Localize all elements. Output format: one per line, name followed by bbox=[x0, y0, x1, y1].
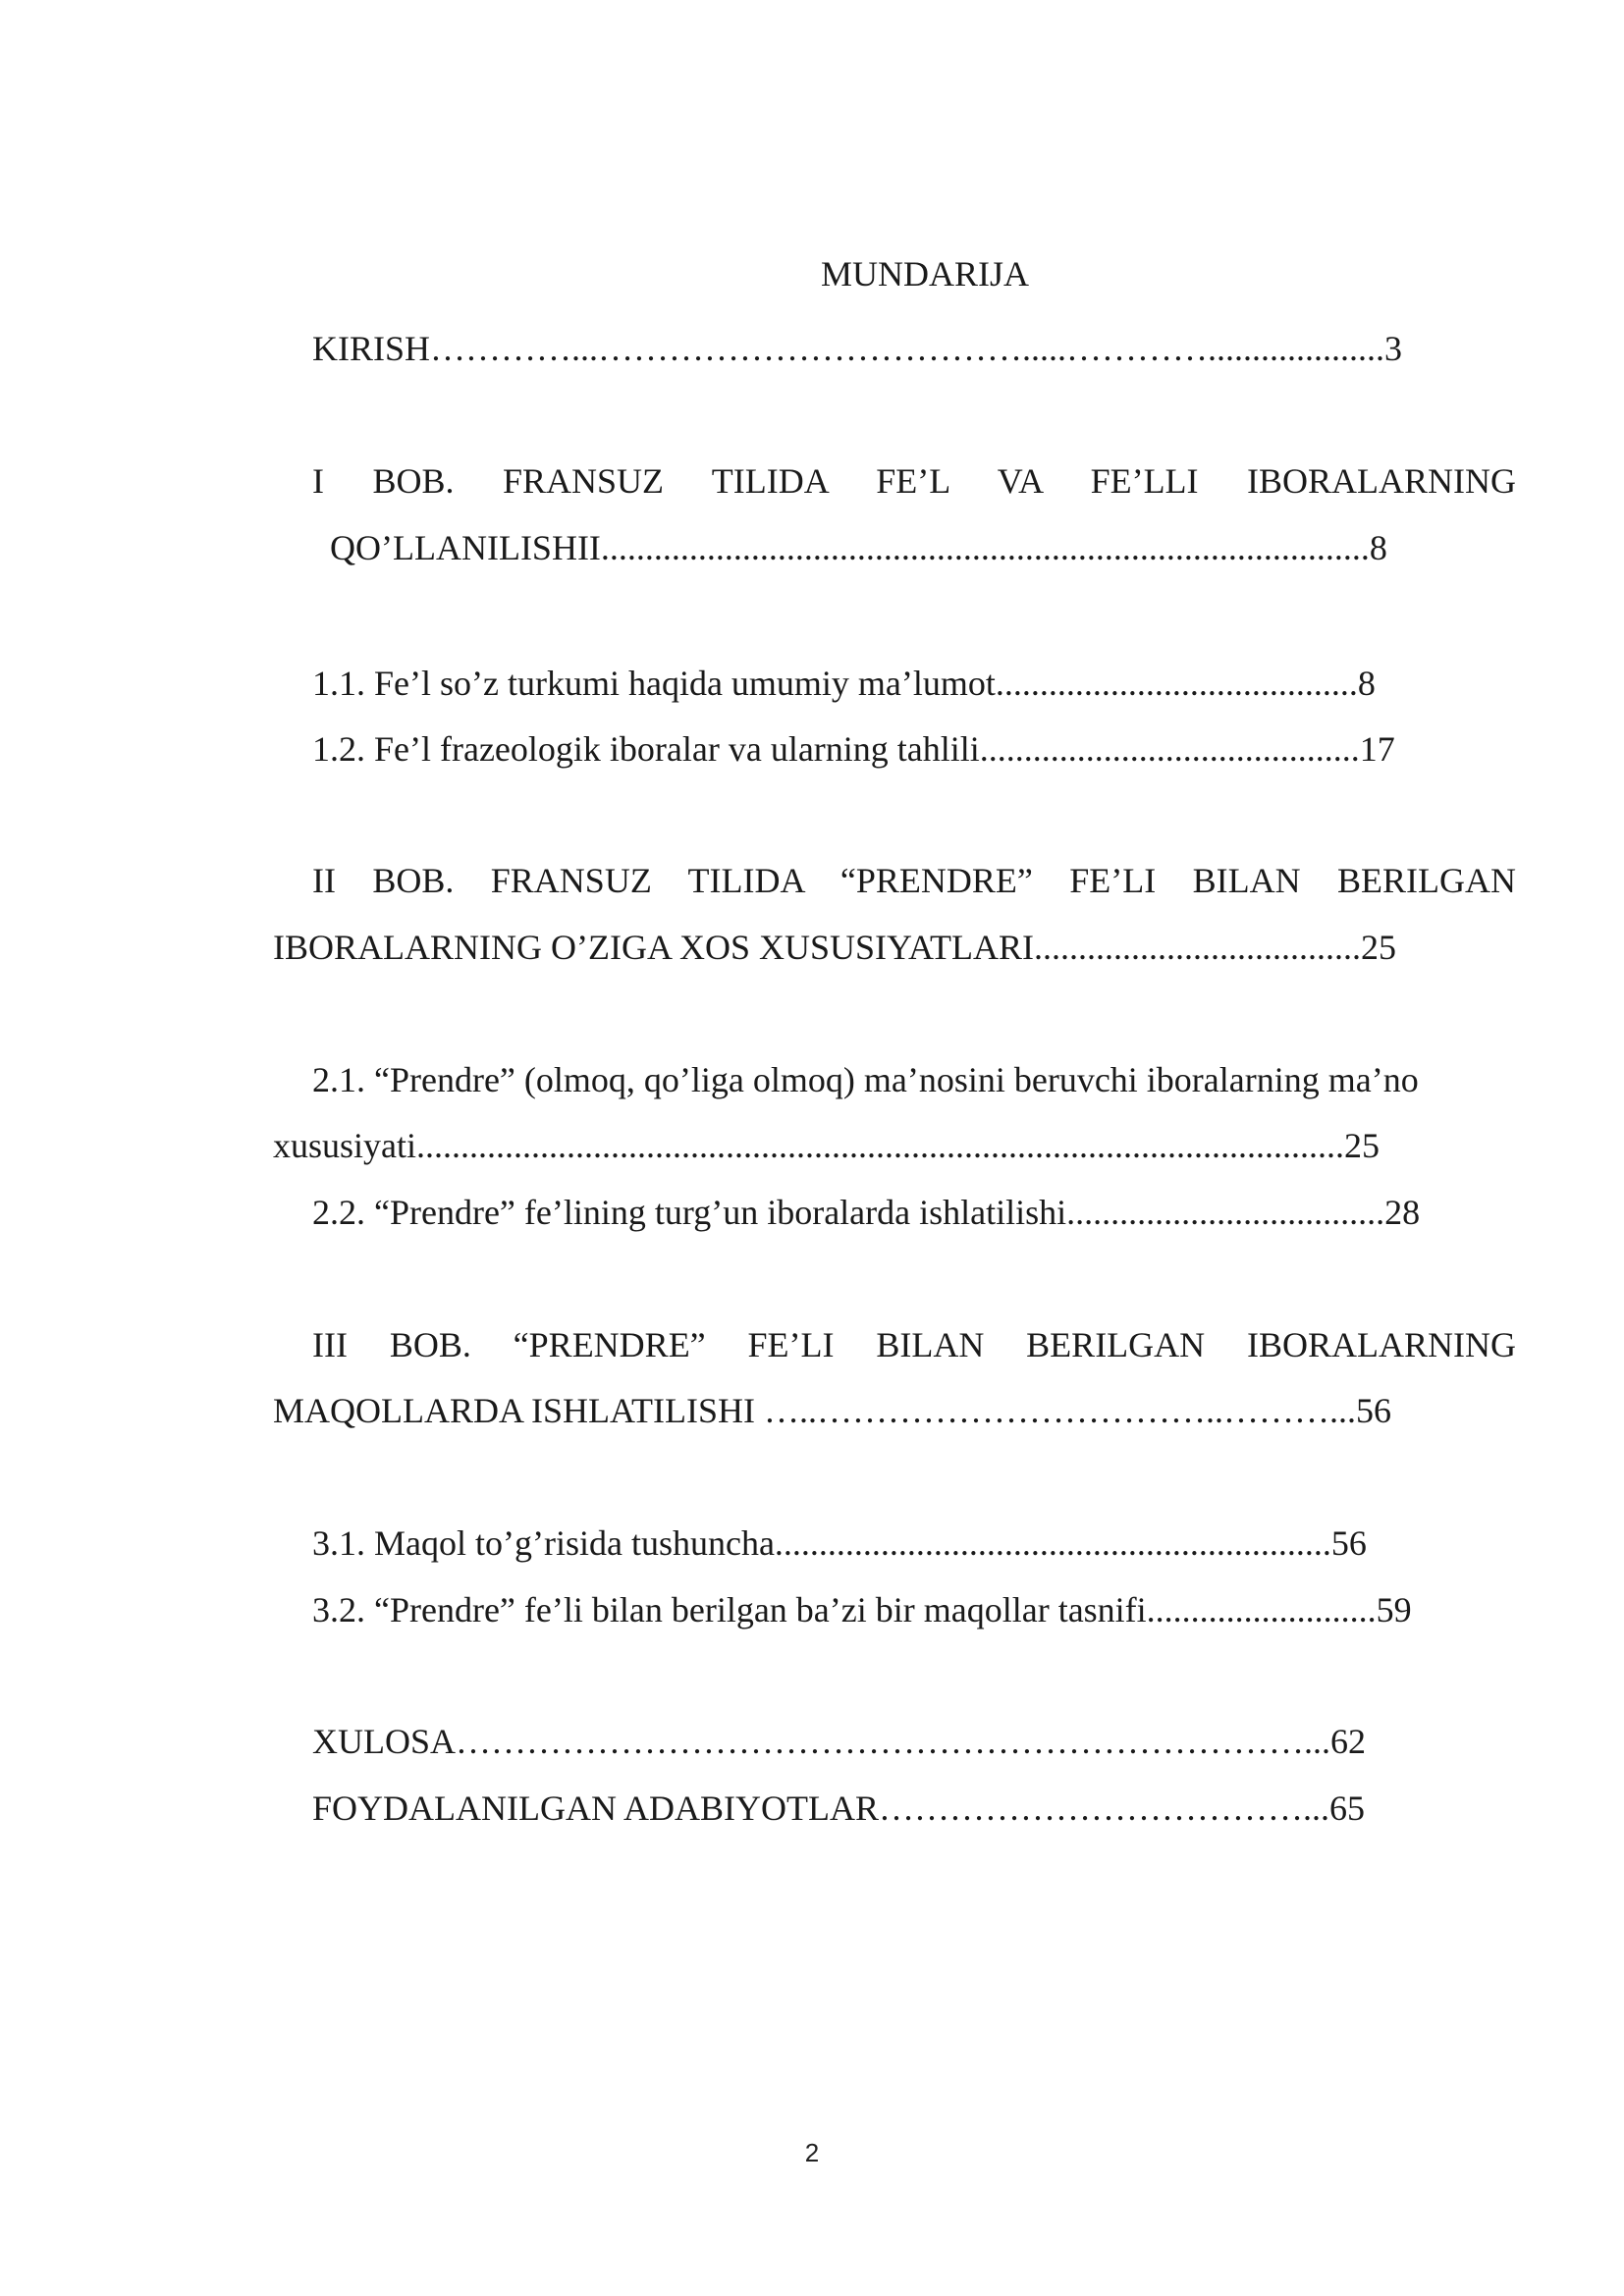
toc-entry-adabiyotlar: FOYDALANILGAN ADABIYOTLAR………………………………...65 bbox=[312, 1789, 1365, 1828]
toc-chapter-2-line-2: IBORALARNING O’ZIGA XOS XUSUSIYATLARI.....................................25 bbox=[273, 928, 1397, 967]
toc-chapter-2-line-1: II BOB. FRANSUZ TILIDA “PRENDRE” FE’LI BILAN BERILGAN bbox=[312, 861, 1516, 900]
toc-chapter-3-line-1: III BOB. “PRENDRE” FE’LI BILAN BERILGAN IBORALARNING bbox=[312, 1325, 1516, 1364]
toc-section-3-2: 3.2. “Prendre” fe’li bilan berilgan ba’zi bir maqollar tasnifi..........................59 bbox=[312, 1590, 1412, 1629]
toc-section-2-2: 2.2. “Prendre” fe’lining turg’un iboralarda ishlatilishi....................................28 bbox=[312, 1193, 1421, 1232]
toc-section-3-1: 3.1. Maqol to’g’risida tushuncha...............................................................56 bbox=[312, 1523, 1367, 1563]
toc-section-1-1: 1.1. Fe’l so’z turkumi haqida umumiy ma’lumot.........................................8 bbox=[312, 664, 1376, 703]
toc-entry-xulosa: XULOSA………………………………………………………………...62 bbox=[312, 1722, 1367, 1761]
toc-section-2-1-line-2: xususiyati.........................................................................................................25 bbox=[273, 1126, 1380, 1165]
toc-entry-kirish: KIRISH…………...……………………………….....…………....................3 bbox=[312, 329, 1403, 368]
page-number: 2 bbox=[804, 2138, 820, 2167]
toc-section-1-2: 1.2. Fe’l frazeologik iboralar va ularning tahlili...........................................17 bbox=[312, 729, 1395, 769]
page-title: MUNDARIJA bbox=[820, 254, 1029, 294]
toc-section-2-1-line-1: 2.1. “Prendre” (olmoq, qo’liga olmoq) ma’nosini beruvchi iboralarning ma’no bbox=[312, 1060, 1419, 1099]
toc-chapter-1-line-2: QO’LLANILISHII.......................................................................................8 bbox=[330, 528, 1387, 567]
toc-chapter-1-line-1: I BOB. FRANSUZ TILIDA FE’L VA FE’LLI IBORALARNING bbox=[312, 461, 1516, 501]
toc-chapter-3-line-2: MAQOLLARDA ISHLATILISHI …..……………………………..………...56 bbox=[273, 1391, 1391, 1430]
